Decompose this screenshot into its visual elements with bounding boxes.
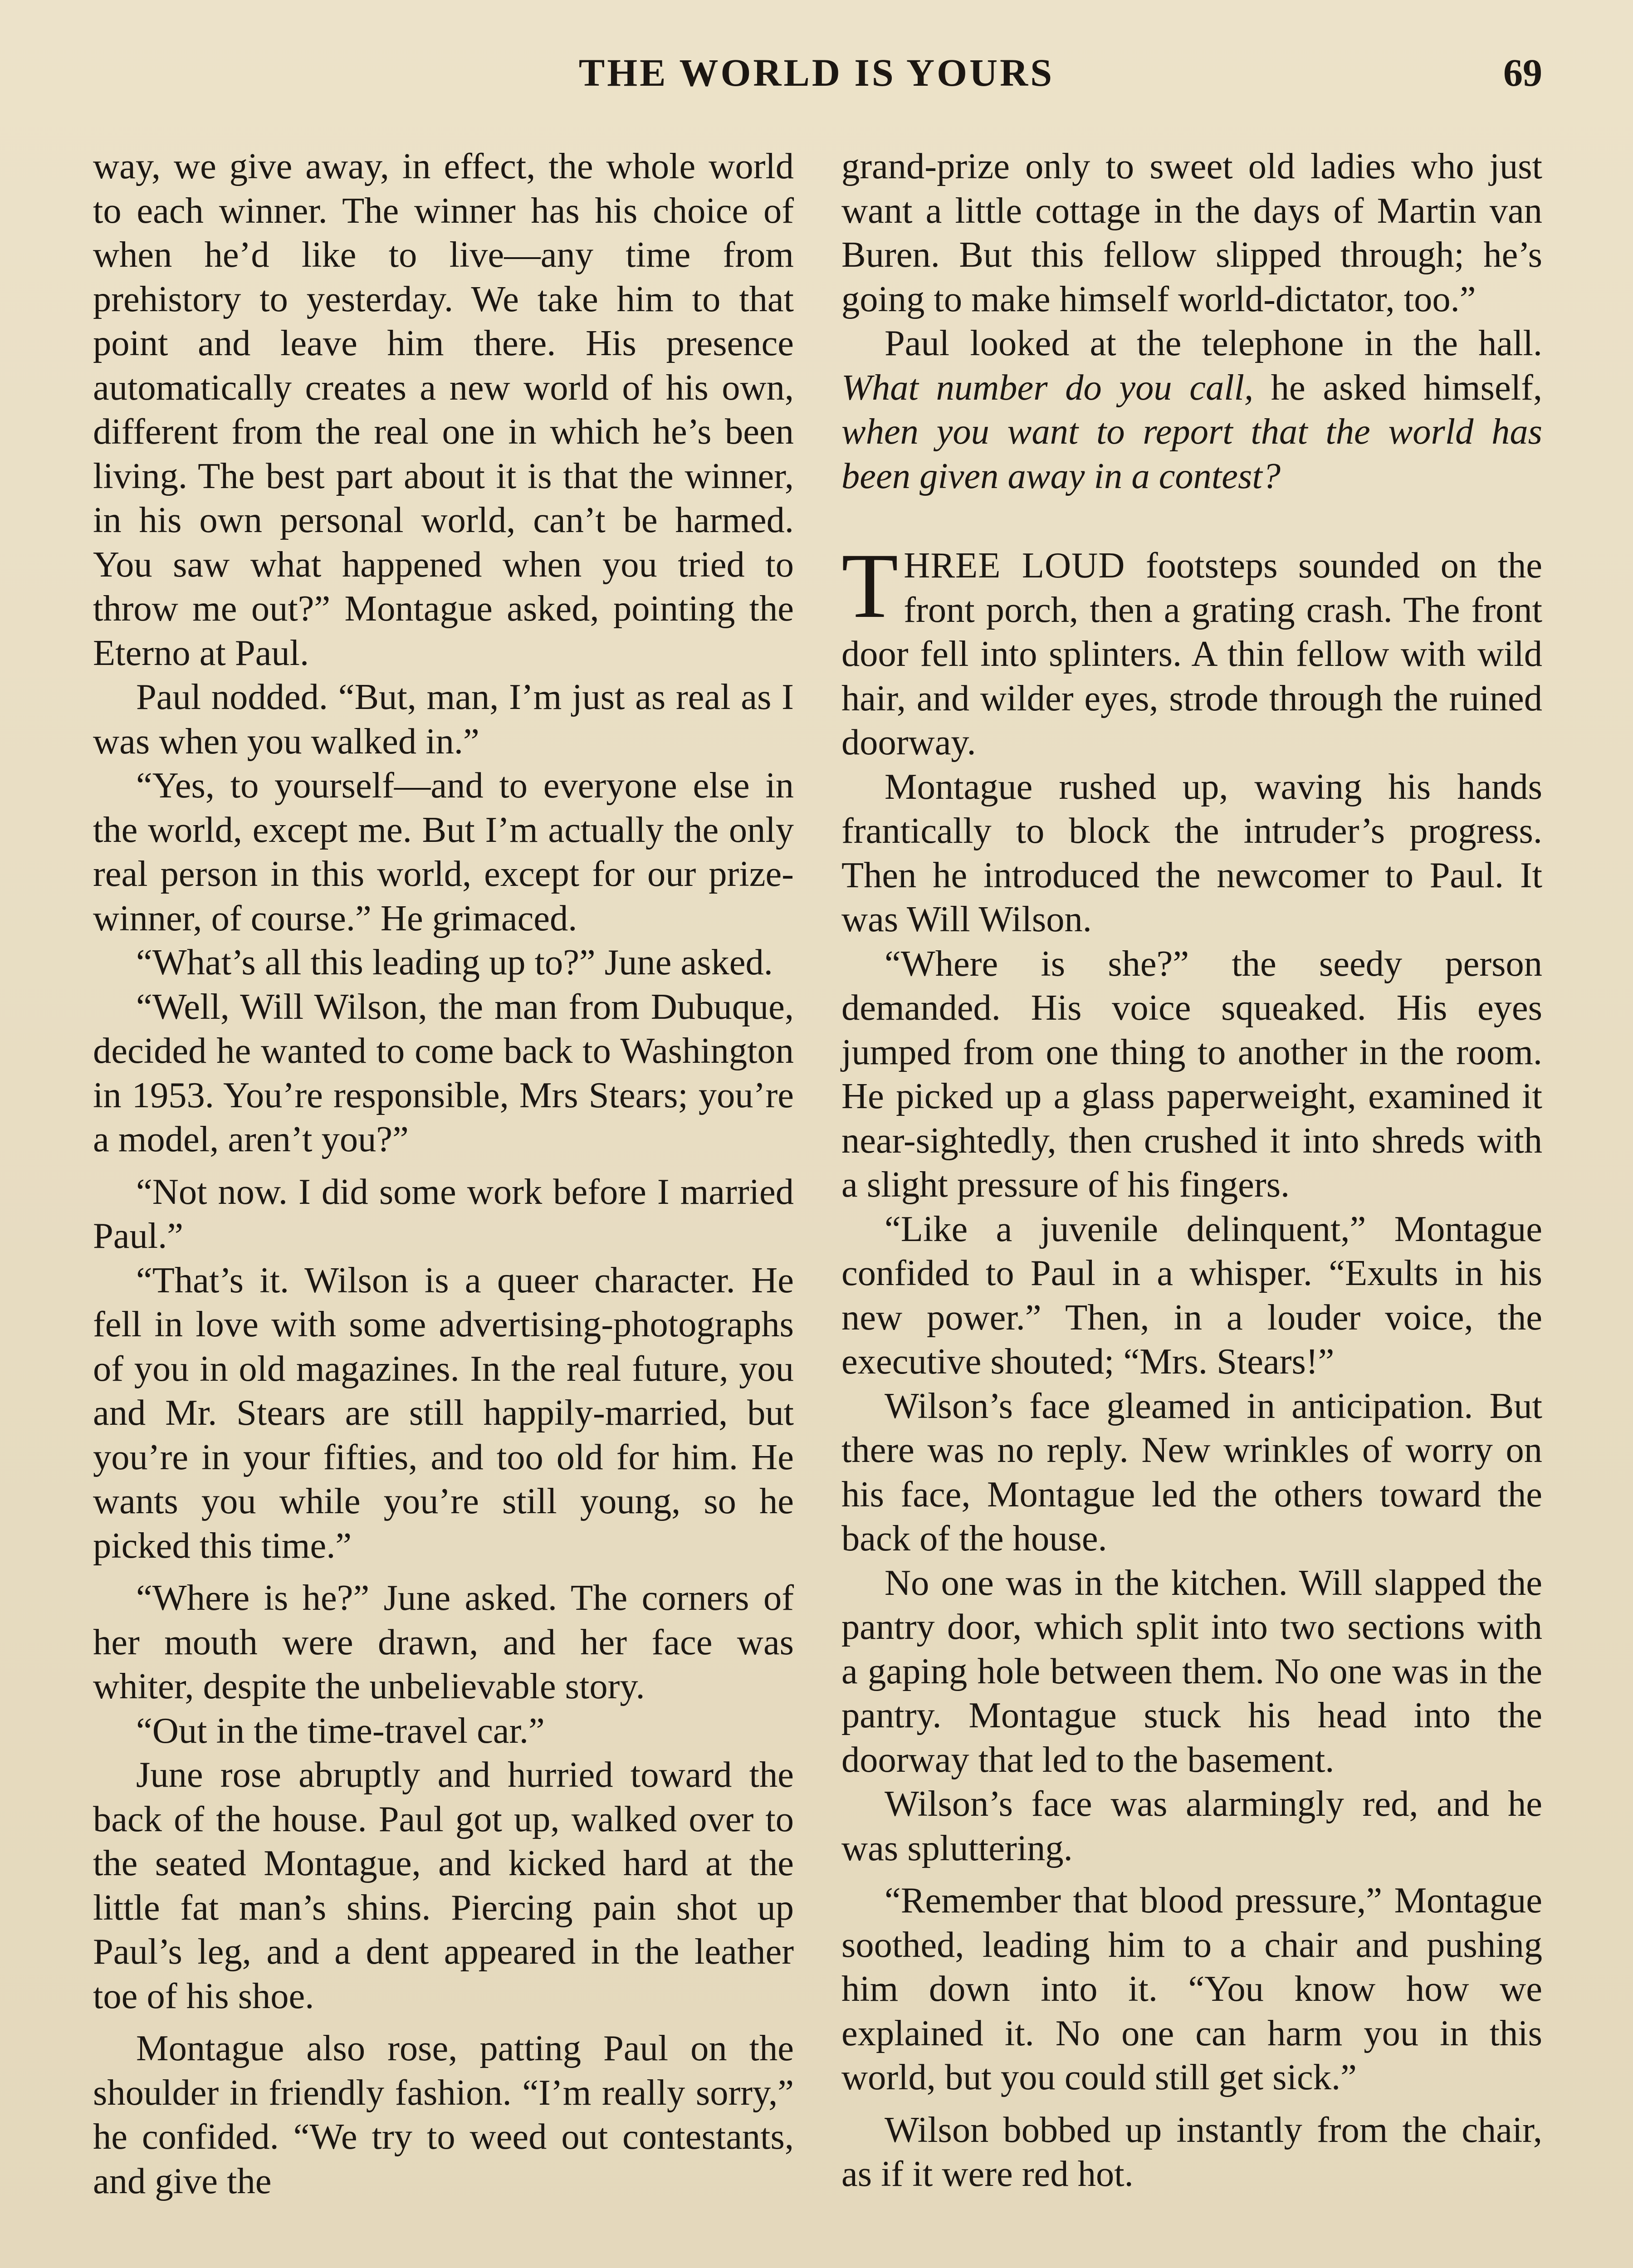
paragraph: Montague also rose, patting Paul on the shoulder in friendly fashion. “I’m really sorry,” he confided. “We try to weed out contestants, and give the	[93, 2028, 794, 2201]
paragraph: “Out in the time-travel car.”	[136, 1710, 545, 1751]
paragraph: Wilson bobbed up instantly from the chair, as if it were red hot.	[841, 2109, 1542, 2194]
paragraph: Montague rushed up, waving his hands frantically to block the intruder’s progress. Then he introduced the newcomer to Paul. It was Will Wilson.	[841, 766, 1542, 939]
paragraph: “Where is she?” the seedy person demanded. His voice squeaked. His eyes jumped from one thing to another in the room. He picked up a glass paperweight, examined it near-sightedly, then crushed it into shreds with a slight pressure of his fingers.	[841, 943, 1542, 1205]
paragraph: “What’s all this leading up to?” June asked.	[136, 942, 773, 982]
paragraph: grand-prize only to sweet old ladies who just want a little cottage in the days of Martin van Buren. But this fellow slipped through; he’s going to make himself world-dictator, too.”	[841, 146, 1542, 319]
paragraph-text: Paul looked at the telephone in the hall.	[885, 323, 1542, 363]
paragraph: “Where is he?” June asked. The corners of her mouth were drawn, and her face was whiter, despite the unbelievable story.	[93, 1578, 794, 1706]
paragraph: “Not now. I did some work before I married Paul.”	[93, 1171, 794, 1256]
paragraph-text: he asked himself,	[1253, 367, 1542, 408]
paragraph: “Well, Will Wilson, the man from Dubuque, decided he wanted to come back to Washington in 1953. You’re responsible, Mrs Stears; you’re a model, aren’t you?”	[93, 986, 794, 1159]
paragraph: “Yes, to yourself—and to everyone else in the world, except me. But I’m actually the only real person in this world, except for our prize-winner, of course.” He grimaced.	[93, 765, 794, 938]
italic-thought: when you want to report that the world has been given away in a contest?	[841, 411, 1542, 496]
running-title: THE WORLD IS YOURS	[578, 51, 1055, 94]
paragraph: Wilson’s face was alarmingly red, and he was spluttering.	[841, 1784, 1542, 1868]
paragraph: No one was in the kitchen. Will slapped the pantry door, which split into two sections with a gaping hole between them. No one was in the pantry. Montague stuck his head into the doorway that led to the basement.	[841, 1562, 1542, 1780]
paragraph-text: footsteps sounded on the front porch, then a grating crash. The front door fell into splinters. A thin fellow with wild hair, and wilder eyes, strode through the ruined doorway.	[841, 545, 1542, 763]
paragraph: Paul nodded. “But, man, I’m just as real as I was when you walked in.”	[93, 677, 794, 762]
section-lead-words: HREE LOUD	[904, 545, 1125, 586]
paragraph: way, we give away, in effect, the whole world to each winner. The winner has his choice of when he’d like to live—any time from prehistory to yesterday. We take him to that point and leave him there. His presence automatically creates a new world of his own, different from the real one in which he’s been living. The best part about it is that the winner, in his own personal world, can’t be harmed. You saw what happened when you tried to throw me out?” Montague asked, pointing the Eterno at Paul.	[93, 146, 794, 673]
paragraph: June rose abruptly and hurried toward the back of the house. Paul got up, walked over to the seated Montague, and kicked hard at the little fat man’s shins. Piercing pain shot up Paul’s leg, and a dent appeared in the leather toe of his shoe.	[93, 1755, 794, 2016]
paragraph	[841, 321, 1542, 498]
left-column	[93, 144, 794, 2203]
paragraph: Wilson’s face gleamed in anticipation. But there was no reply. New wrinkles of worry on his face, Montague led the others toward the back of the house.	[841, 1385, 1542, 1559]
paragraph: “That’s it. Wilson is a queer character. He fell in love with some advertising-photographs of you in old magazines. In the real future, you and Mr. Stears are still happily-married, but you’re in your fifties, and too old for him. He wants you while you’re still young, so he picked this time.”	[93, 1260, 794, 1566]
page-number: 69	[1503, 51, 1542, 94]
paragraph: “Remember that blood pressure,” Montague soothed, leading him to a chair and pushing him down into it. “You know how we explained it. No one can harm you in this world, but you could still get sick.”	[841, 1880, 1542, 2097]
paragraph: “Like a juvenile delinquent,” Montague confided to Paul in a whisper. “Exults in his new power.” Then, in a louder voice, the executive shouted; “Mrs. Stears!”	[841, 1208, 1542, 1382]
drop-cap: T	[841, 534, 899, 637]
right-column	[841, 144, 1542, 2196]
section-opening	[841, 534, 1542, 765]
italic-thought: What number do you call,	[841, 367, 1254, 408]
